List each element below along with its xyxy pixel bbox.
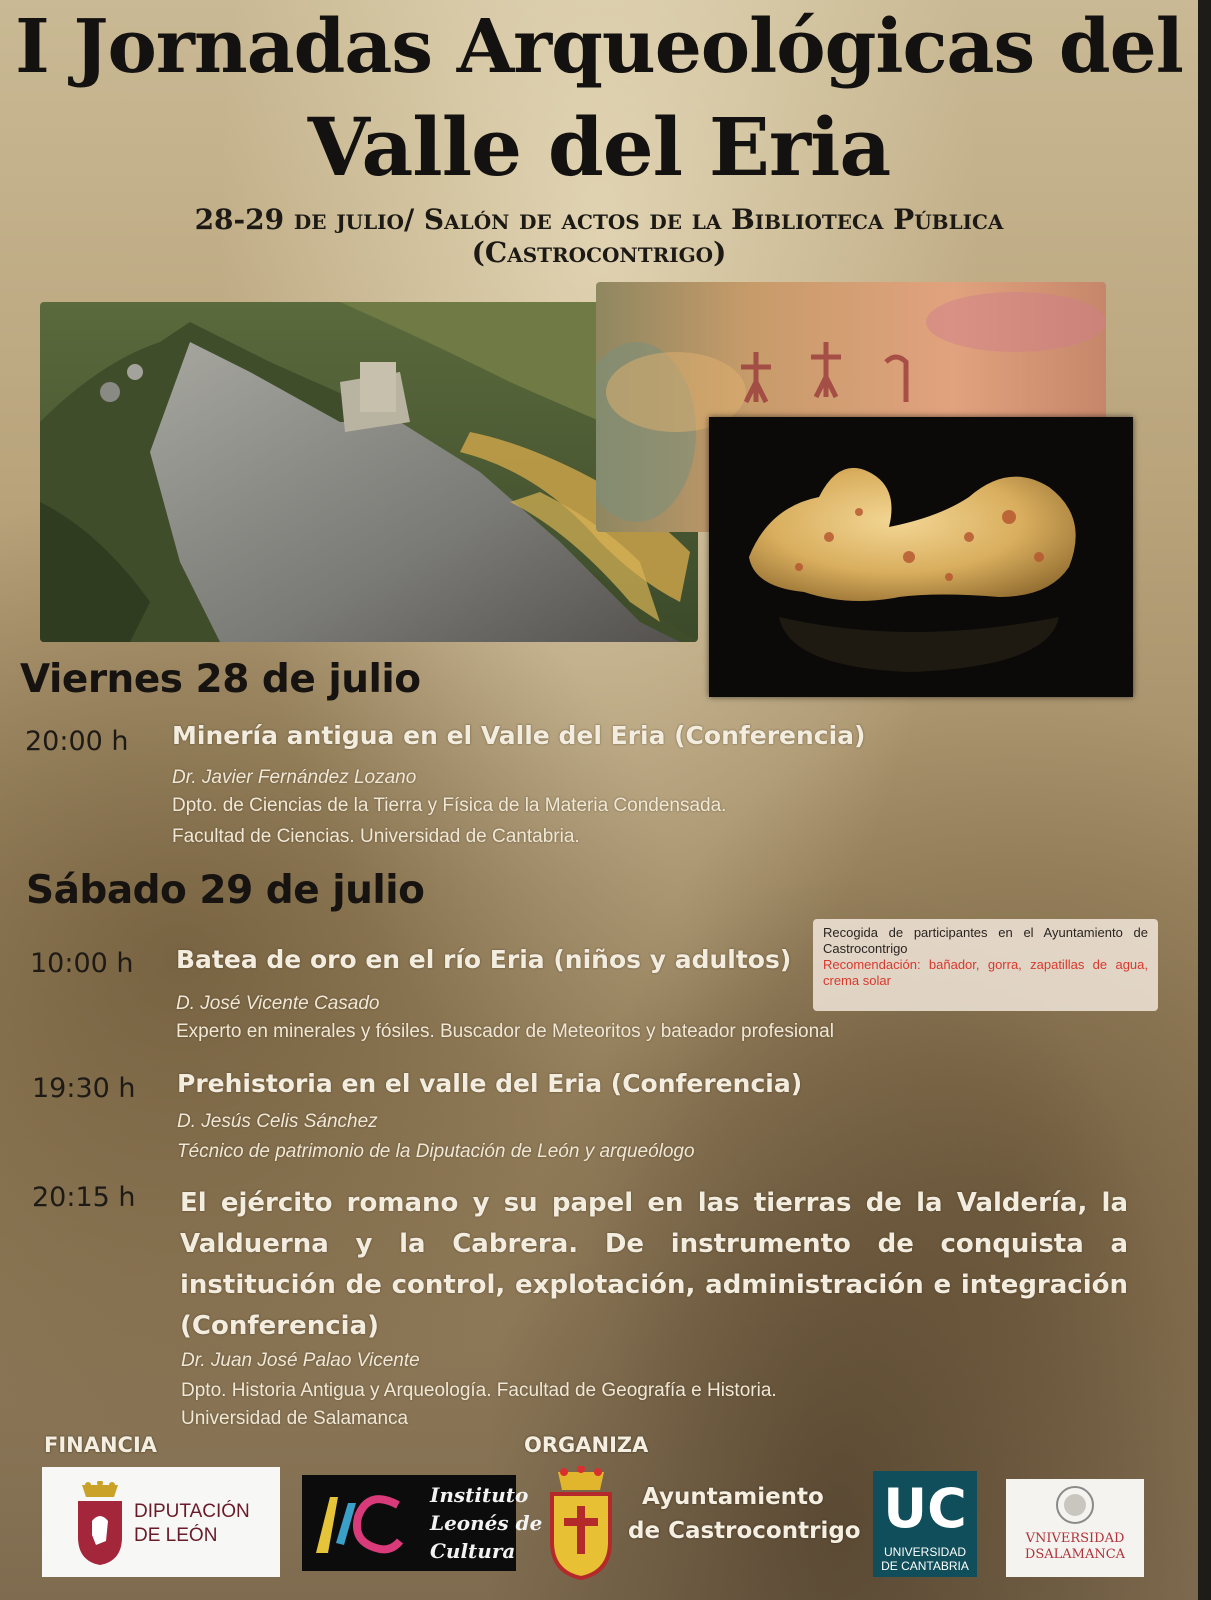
event-title: Batea de oro en el río Eria (niños y adultos) [176,945,792,974]
ilc-line-3: Cultura [430,1539,516,1563]
event-affiliation: Universidad de Salamanca [181,1408,409,1429]
diputacion-de-leon-logo [42,1467,280,1577]
event-time: 19:30 h [32,1073,136,1104]
event-title: El ejército romano y su papel en las tierras de la Valdería, la Valduerna y la Cabrera. De instrumento de conquista a institución de control, explotación, administración e integración (Conferencia) [180,1188,1128,1341]
universidad-de-cantabria-logo [873,1471,977,1577]
usal-line-2: DSALAMANCA [1024,1547,1126,1562]
organiza-label: ORGANIZA [524,1433,649,1457]
event-speaker: Dr. Juan José Palao Vicente [181,1350,420,1371]
ayuntamiento-de-castrocontrigo-logo [546,1466,861,1580]
event-speaker: D. José Vicente Casado [176,993,380,1014]
title-line-1: I Jornadas Arqueológicas del [15,4,1183,90]
uc-line-2: DE CANTABRIA [881,1559,969,1573]
uc-line-1: UNIVERSIDAD [883,1545,966,1559]
event-affiliation: Experto en minerales y fósiles. Buscador de Meteoritos y bateador profesional [176,1021,834,1042]
event-affiliation: Facultad de Ciencias. Universidad de Cantabria. [172,826,580,847]
event-affiliation: Dpto. de Ciencias de la Tierra y Física de la Materia Condensada. [172,795,727,816]
usal-line-1: VNIVERSIDAD [1025,1531,1125,1546]
subtitle-line-1: 28-29 de julio/ Salón de actos de la Biblioteca Pública [194,203,1004,236]
dark-frame-edge [1198,0,1211,1600]
castrocontrigo-shield-icon [546,1466,616,1580]
note-pickup-text: Recogida de participantes en el Ayuntamiento de Castrocontrigo [823,925,1148,956]
event-affiliation: Dpto. Historia Antigua y Arqueología. Facultad de Geografía e Historia. [181,1380,777,1401]
subtitle-line-2: (Castrocontrigo) [471,236,727,269]
event-time: 20:15 h [32,1182,136,1213]
diputacion-line-2: DE LEÓN [134,1525,218,1546]
event-speaker: D. Jesús Celis Sánchez [177,1111,378,1132]
day-heading-saturday: Sábado 29 de julio [26,868,425,913]
ilc-line-2: Leonés de [430,1511,543,1535]
day-heading-friday: Viernes 28 de julio [20,657,421,702]
ayto-line-1: Ayuntamiento [642,1484,824,1510]
financia-label: FINANCIA [44,1433,158,1457]
universidad-de-salamanca-logo [1006,1479,1144,1577]
event-time: 20:00 h [25,726,129,757]
event-time: 10:00 h [30,948,134,979]
title-line-2: Valle del Eria [307,100,891,194]
diputacion-line-1: DIPUTACIÓN [134,1501,250,1522]
ayto-line-2: de Castrocontrigo [628,1518,861,1544]
event-title: Minería antigua en el Valle del Eria (Conferencia) [172,721,866,750]
usal-seal-icon [1055,1485,1095,1525]
ilc-line-1: Instituto [430,1483,529,1507]
event-note-box [813,919,1158,1011]
event-title: Prehistoria en el valle del Eria (Conferencia) [177,1069,803,1098]
leon-shield-icon [70,1481,130,1567]
event-speaker: Dr. Javier Fernández Lozano [172,767,417,788]
uc-initials: UC [883,1477,967,1540]
instituto-leones-de-cultura-logo [302,1475,543,1571]
event-affiliation: Técnico de patrimonio de la Diputación de León y arqueólogo [177,1141,695,1162]
note-recommendation-text: Recomendación: bañador, gorra, zapatillas de agua, crema solar [823,957,1148,988]
ilc-emblem-icon [308,1483,408,1563]
gold-nugget-photo [709,417,1133,697]
